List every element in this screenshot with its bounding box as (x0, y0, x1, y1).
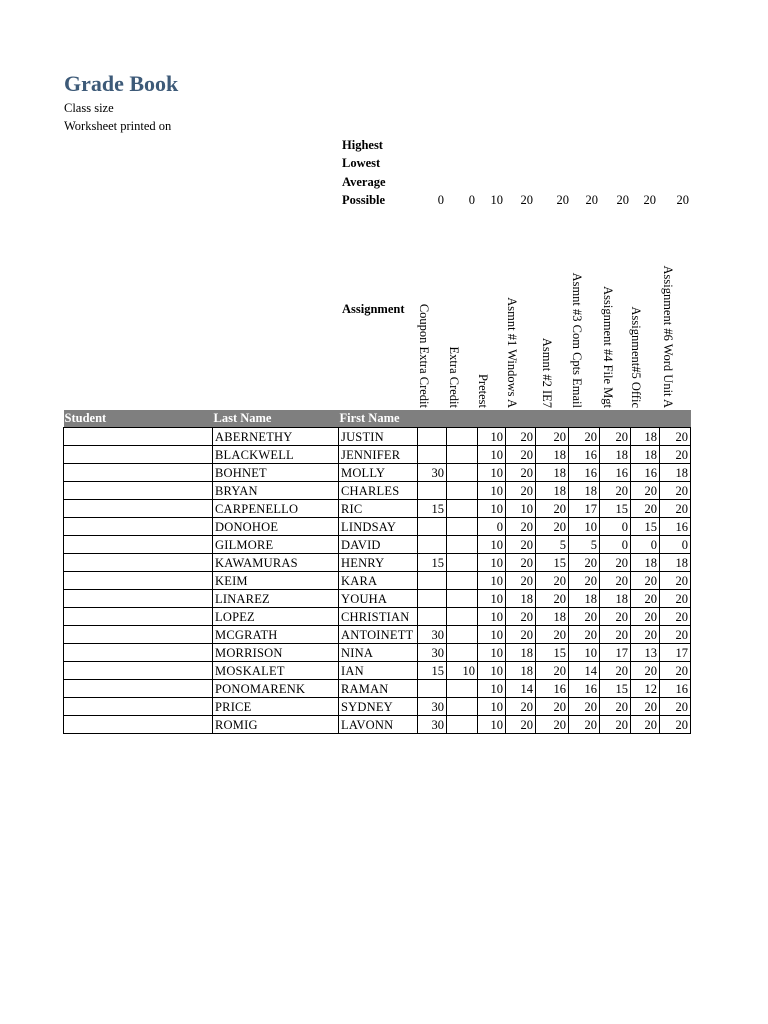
score-cell: 20 (660, 572, 691, 590)
score-cell: 20 (536, 716, 569, 734)
score-cell: 18 (660, 554, 691, 572)
score-cell: 10 (506, 500, 536, 518)
score-cell: 20 (660, 500, 691, 518)
first-name-cell: SYDNEY (339, 698, 418, 716)
first-name-cell: LAVONN (339, 716, 418, 734)
score-cell: 18 (569, 482, 600, 500)
student-cell (64, 644, 213, 662)
first-name-cell: CHARLES (339, 482, 418, 500)
score-cell: 15 (418, 554, 447, 572)
score-cell: 20 (631, 626, 660, 644)
assignment-column-label: Assignment #4 File Mgt (600, 286, 615, 408)
last-name-cell: DONOHOE (213, 518, 339, 536)
score-cell: 20 (506, 698, 536, 716)
student-header: Student (64, 410, 213, 428)
first-name-cell: MOLLY (339, 464, 418, 482)
score-cell (447, 536, 478, 554)
score-cell (418, 482, 447, 500)
assignment-label: Assignment (342, 302, 405, 316)
score-cell (447, 716, 478, 734)
score-cell: 20 (631, 608, 660, 626)
score-cell: 17 (569, 500, 600, 518)
score-cell (447, 500, 478, 518)
score-cell: 30 (418, 698, 447, 716)
table-row (64, 698, 691, 716)
score-cell: 20 (536, 626, 569, 644)
student-cell (64, 554, 213, 572)
score-cell: 20 (631, 482, 660, 500)
last-name-cell: ABERNETHY (213, 428, 339, 446)
score-cell: 18 (631, 446, 660, 464)
last-name-cell: LINAREZ (213, 590, 339, 608)
score-cell: 18 (506, 590, 536, 608)
score-cell: 20 (660, 698, 691, 716)
score-cell: 20 (660, 446, 691, 464)
first-name-cell: ANTOINETT (339, 626, 418, 644)
assignment-column-label: Asmnt #3 Com Cpts Email (569, 272, 584, 408)
student-cell (64, 590, 213, 608)
score-cell (447, 446, 478, 464)
score-cell: 16 (536, 680, 569, 698)
score-cell: 20 (506, 608, 536, 626)
first-name-cell: RAMAN (339, 680, 418, 698)
score-cell: 18 (600, 446, 631, 464)
score-cell: 10 (478, 716, 506, 734)
score-cell: 18 (536, 464, 569, 482)
table-row (64, 428, 691, 446)
score-cell (447, 644, 478, 662)
score-cell: 20 (506, 572, 536, 590)
score-cell: 18 (569, 590, 600, 608)
score-cell: 16 (569, 446, 600, 464)
average-label: Average (342, 175, 386, 189)
table-row (64, 680, 691, 698)
score-cell: 20 (536, 518, 569, 536)
table-row (64, 500, 691, 518)
score-cell (418, 590, 447, 608)
score-cell: 0 (600, 518, 631, 536)
score-cell: 20 (506, 626, 536, 644)
score-cell: 18 (600, 590, 631, 608)
score-cell (447, 572, 478, 590)
score-cell: 18 (660, 464, 691, 482)
score-cell (447, 428, 478, 446)
score-cell (447, 698, 478, 716)
assignment-column-label: Pretest (476, 373, 490, 408)
score-cell: 10 (478, 572, 506, 590)
score-cell: 20 (569, 554, 600, 572)
score-cell: 20 (569, 608, 600, 626)
score-cell: 20 (600, 698, 631, 716)
score-cell: 14 (506, 680, 536, 698)
score-cell: 20 (506, 518, 536, 536)
last-name-cell: PRICE (213, 698, 339, 716)
first-name-cell: DAVID (339, 536, 418, 554)
score-cell (447, 590, 478, 608)
possible-value: 20 (556, 193, 569, 207)
last-name-cell: BRYAN (213, 482, 339, 500)
possible-value: 20 (616, 193, 629, 207)
score-cell: 10 (478, 554, 506, 572)
last-name-cell: MCGRATH (213, 626, 339, 644)
score-cell: 18 (536, 608, 569, 626)
first-name-cell: HENRY (339, 554, 418, 572)
last-name-cell: CARPENELLO (213, 500, 339, 518)
score-cell: 16 (660, 680, 691, 698)
last-name-cell: PONOMARENK (213, 680, 339, 698)
score-cell (447, 518, 478, 536)
assignment-column-label: Coupon Extra Credit (416, 303, 431, 408)
score-cell: 0 (631, 536, 660, 554)
score-cell: 20 (631, 716, 660, 734)
first-name-cell: JUSTIN (339, 428, 418, 446)
score-cell: 5 (536, 536, 569, 554)
assignment-column-label: Asmnt #2 IE7 (539, 337, 554, 408)
score-cell: 30 (418, 626, 447, 644)
score-cell: 20 (660, 608, 691, 626)
lowest-label: Lowest (342, 156, 381, 170)
score-cell: 18 (536, 446, 569, 464)
score-cell: 15 (600, 500, 631, 518)
table-row (64, 716, 691, 734)
score-cell: 30 (418, 716, 447, 734)
score-cell: 20 (631, 572, 660, 590)
score-cell: 10 (478, 446, 506, 464)
possible-value: 0 (437, 193, 444, 207)
score-cell: 20 (506, 716, 536, 734)
possible-value: 10 (490, 193, 503, 207)
student-cell (64, 608, 213, 626)
score-cell: 16 (569, 464, 600, 482)
score-cell: 15 (631, 518, 660, 536)
score-cell (447, 464, 478, 482)
score-cell: 20 (569, 626, 600, 644)
score-cell: 18 (631, 554, 660, 572)
score-cell: 5 (569, 536, 600, 554)
student-cell (64, 572, 213, 590)
last-name-header: Last Name (213, 410, 339, 428)
score-cell: 20 (660, 626, 691, 644)
score-cell: 0 (660, 536, 691, 554)
score-cell: 18 (506, 662, 536, 680)
last-name-cell: LOPEZ (213, 608, 339, 626)
table-row (64, 446, 691, 464)
score-cell: 15 (536, 554, 569, 572)
table-row (64, 518, 691, 536)
first-name-cell: IAN (339, 662, 418, 680)
first-name-cell: LINDSAY (339, 518, 418, 536)
score-cell: 20 (506, 536, 536, 554)
possible-value: 20 (520, 193, 533, 207)
score-cell (447, 626, 478, 644)
score-cell: 20 (600, 662, 631, 680)
score-cell (418, 536, 447, 554)
score-cell: 12 (631, 680, 660, 698)
first-name-cell: KARA (339, 572, 418, 590)
student-cell (64, 626, 213, 644)
score-cell: 20 (536, 662, 569, 680)
table-row (64, 626, 691, 644)
score-cell: 10 (478, 500, 506, 518)
score-cell: 15 (536, 644, 569, 662)
student-cell (64, 716, 213, 734)
score-cell: 10 (478, 536, 506, 554)
score-cell: 20 (660, 716, 691, 734)
score-cell: 30 (418, 464, 447, 482)
student-cell (64, 446, 213, 464)
score-cell: 20 (600, 554, 631, 572)
page-title: Grade Book (64, 71, 179, 96)
score-cell: 18 (536, 482, 569, 500)
grade-table (63, 410, 691, 734)
score-cell: 20 (536, 590, 569, 608)
table-row (64, 482, 691, 500)
score-cell: 20 (536, 572, 569, 590)
score-cell: 20 (506, 446, 536, 464)
score-cell: 10 (478, 608, 506, 626)
class-size-label: Class size (64, 101, 114, 115)
score-cell: 20 (506, 482, 536, 500)
score-cell: 10 (478, 626, 506, 644)
score-cell: 14 (569, 662, 600, 680)
score-cell (418, 518, 447, 536)
score-cell: 20 (536, 500, 569, 518)
table-row (64, 662, 691, 680)
first-name-cell: RIC (339, 500, 418, 518)
last-name-cell: GILMORE (213, 536, 339, 554)
highest-label: Highest (342, 138, 383, 152)
score-cell: 20 (600, 608, 631, 626)
first-name-cell: CHRISTIAN (339, 608, 418, 626)
score-cell (447, 680, 478, 698)
last-name-cell: MORRISON (213, 644, 339, 662)
score-cell: 18 (631, 428, 660, 446)
scores-header (418, 410, 691, 428)
score-cell: 20 (536, 428, 569, 446)
score-cell: 20 (536, 698, 569, 716)
last-name-cell: KEIM (213, 572, 339, 590)
first-name-cell: YOUHA (339, 590, 418, 608)
student-cell (64, 518, 213, 536)
student-cell (64, 698, 213, 716)
table-row (64, 644, 691, 662)
assignment-column-label: Asmnt #1 Windows A (505, 297, 519, 408)
score-cell (418, 446, 447, 464)
table-row (64, 554, 691, 572)
score-cell: 20 (600, 572, 631, 590)
table-row (64, 572, 691, 590)
score-cell: 17 (660, 644, 691, 662)
possible-value: 20 (585, 193, 598, 207)
score-cell: 10 (569, 644, 600, 662)
assignment-column-label: Assignment #6 Word Unit A (660, 265, 675, 408)
score-cell: 20 (569, 572, 600, 590)
table-row (64, 590, 691, 608)
possible-value: 0 (468, 193, 475, 207)
score-cell: 16 (631, 464, 660, 482)
score-cell: 10 (569, 518, 600, 536)
score-cell: 20 (569, 698, 600, 716)
score-cell: 20 (660, 482, 691, 500)
score-cell (447, 554, 478, 572)
score-cell (418, 680, 447, 698)
score-cell: 20 (600, 482, 631, 500)
score-cell: 30 (418, 644, 447, 662)
score-cell: 10 (478, 680, 506, 698)
student-cell (64, 464, 213, 482)
score-cell: 16 (569, 680, 600, 698)
possible-value: 20 (676, 193, 689, 207)
score-cell: 10 (478, 590, 506, 608)
score-cell: 10 (478, 428, 506, 446)
score-cell: 20 (569, 716, 600, 734)
last-name-cell: KAWAMURAS (213, 554, 339, 572)
possible-value: 20 (643, 193, 656, 207)
score-cell (447, 608, 478, 626)
score-cell: 20 (631, 590, 660, 608)
student-cell (64, 428, 213, 446)
score-cell: 20 (506, 464, 536, 482)
student-cell (64, 680, 213, 698)
score-cell: 10 (478, 464, 506, 482)
first-name-header: First Name (339, 410, 418, 428)
score-cell: 20 (631, 500, 660, 518)
score-cell (418, 572, 447, 590)
score-cell: 10 (478, 482, 506, 500)
first-name-cell: JENNIFER (339, 446, 418, 464)
student-cell (64, 662, 213, 680)
score-cell: 18 (506, 644, 536, 662)
score-cell: 20 (506, 428, 536, 446)
score-cell: 15 (418, 500, 447, 518)
last-name-cell: MOSKALET (213, 662, 339, 680)
printed-on-label: Worksheet printed on (64, 119, 172, 133)
last-name-cell: ROMIG (213, 716, 339, 734)
score-cell: 10 (478, 698, 506, 716)
score-cell: 13 (631, 644, 660, 662)
score-cell: 15 (418, 662, 447, 680)
assignment-column-label: Extra Credit (446, 346, 461, 408)
possible-label: Possible (342, 193, 386, 207)
score-cell: 20 (506, 554, 536, 572)
student-cell (64, 482, 213, 500)
score-cell: 20 (631, 662, 660, 680)
score-cell: 0 (478, 518, 506, 536)
score-cell: 10 (478, 662, 506, 680)
student-cell (64, 536, 213, 554)
score-cell (418, 608, 447, 626)
score-cell (418, 428, 447, 446)
score-cell: 20 (631, 698, 660, 716)
score-cell (447, 482, 478, 500)
score-cell: 20 (600, 716, 631, 734)
table-row (64, 536, 691, 554)
student-cell (64, 500, 213, 518)
score-cell: 20 (660, 590, 691, 608)
last-name-cell: BLACKWELL (213, 446, 339, 464)
assignment-column-label: Assignment#5 Offic (628, 306, 643, 408)
score-cell: 16 (660, 518, 691, 536)
score-cell: 20 (600, 626, 631, 644)
score-cell: 10 (447, 662, 478, 680)
score-cell: 15 (600, 680, 631, 698)
score-cell: 20 (660, 662, 691, 680)
table-header-row (64, 410, 691, 428)
table-row (64, 608, 691, 626)
score-cell: 20 (600, 428, 631, 446)
score-cell: 17 (600, 644, 631, 662)
score-cell: 16 (600, 464, 631, 482)
score-cell: 20 (569, 428, 600, 446)
first-name-cell: NINA (339, 644, 418, 662)
score-cell: 0 (600, 536, 631, 554)
table-row (64, 464, 691, 482)
score-cell: 20 (660, 428, 691, 446)
score-cell: 10 (478, 644, 506, 662)
last-name-cell: BOHNET (213, 464, 339, 482)
